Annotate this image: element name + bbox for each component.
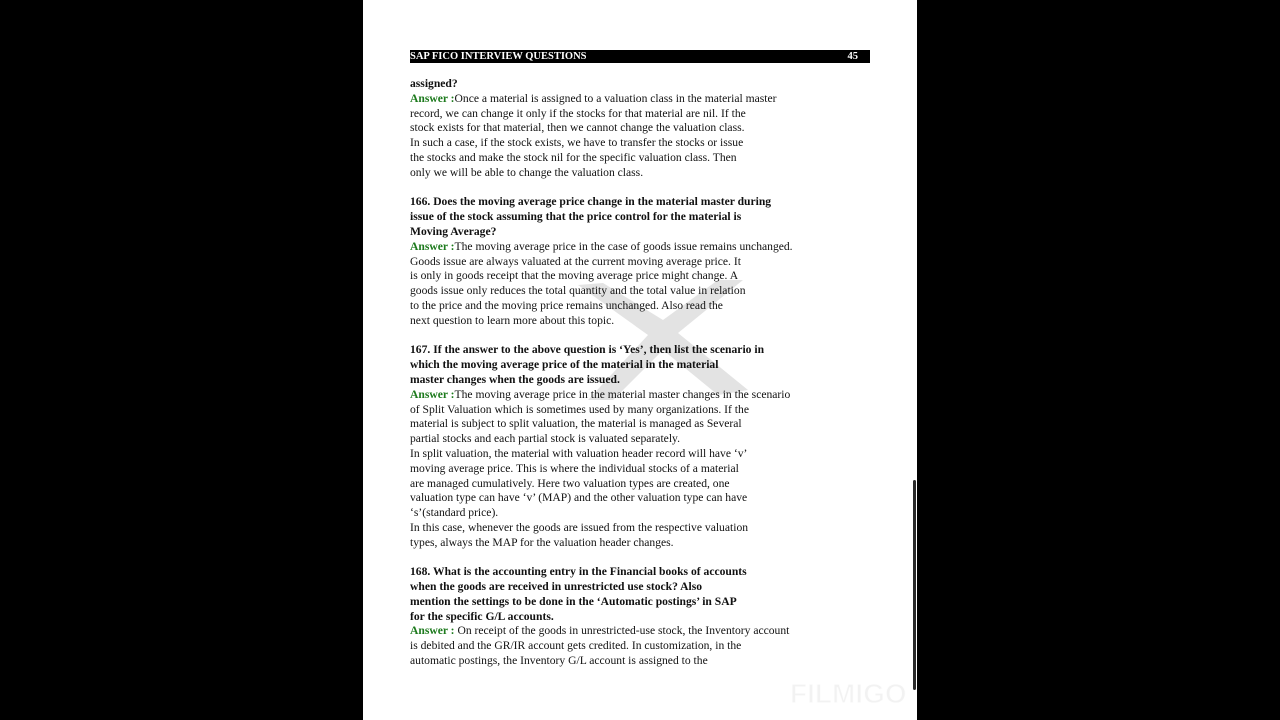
qa-block-168	[410, 565, 850, 669]
answer-line: is debited and the GR/IR account gets credited. In customization, in the	[410, 639, 742, 653]
question-line: 166. Does the moving average price change in the material master during	[410, 195, 772, 209]
answer-line: automatic postings, the Inventory G/L account is assigned to the	[410, 654, 708, 668]
question-line: mention the settings to be done in the ‘Automatic postings’ in SAP	[410, 594, 737, 608]
answer-line: In split valuation, the material with valuation header record will have ‘v’	[410, 446, 748, 460]
answer-line: In this case, whenever the goods are issued from the respective valuation	[410, 520, 749, 534]
qa-block-165	[410, 77, 850, 181]
answer-line: Answer :The moving average price in the case of goods issue remains unchanged.	[410, 239, 793, 253]
qa-block-166	[410, 195, 850, 328]
answer-line: stock exists for that material, then we cannot change the valuation class.	[410, 121, 745, 135]
answer-line: the stocks and make the stock nil for the specific valuation class. Then	[410, 150, 737, 164]
qa-block-167	[410, 343, 850, 550]
scrollbar[interactable]	[913, 480, 916, 690]
answer-label: Answer :	[410, 387, 455, 401]
answer-line: In such a case, if the stock exists, we have to transfer the stocks or issue	[410, 136, 744, 150]
answer-label: Answer :	[410, 91, 455, 105]
answer-line: material is subject to split valuation, the material is managed as Several	[410, 417, 742, 431]
answer-line: partial stocks and each partial stock is valuated separately.	[410, 432, 680, 446]
answer-line: next question to learn more about this topic.	[410, 313, 615, 327]
answer-line: goods issue only reduces the total quantity and the total value in relation	[410, 284, 746, 298]
question-line: which the moving average price of the material in the material	[410, 358, 719, 372]
page-header	[410, 50, 870, 63]
page-number: 45	[847, 51, 858, 62]
answer-line: moving average price. This is where the individual stocks of a material	[410, 461, 739, 475]
answer-line: Answer :The moving average price in the material master changes in the scenario	[410, 387, 791, 401]
answer-line: are managed cumulatively. Here two valuation types are created, one	[410, 476, 730, 490]
answer-line: Goods issue are always valuated at the current moving average price. It	[410, 254, 741, 268]
question-line: for the specific G/L accounts.	[410, 609, 554, 623]
page-content	[410, 77, 850, 684]
answer-line: Answer : On receipt of the goods in unrestricted-use stock, the Inventory account	[410, 624, 790, 638]
answer-line: only we will be able to change the valuation class.	[410, 165, 644, 179]
answer-line: is only in goods receipt that the moving average price might change. A	[410, 269, 739, 283]
question-line: issue of the stock assuming that the price control for the material is	[410, 210, 742, 224]
answer-line: valuation type can have ‘v’ (MAP) and the other valuation type can have	[410, 491, 748, 505]
answer-label: Answer :	[410, 624, 455, 638]
answer-label: Answer :	[410, 239, 455, 253]
document-page	[363, 0, 917, 720]
header-title: SAP FICO INTERVIEW QUESTIONS	[410, 51, 587, 62]
answer-line: of Split Valuation which is sometimes used by many organizations. If the	[410, 402, 749, 416]
question-line: 168. What is the accounting entry in the Financial books of accounts	[410, 565, 747, 579]
question-line: when the goods are received in unrestricted use stock? Also	[410, 580, 703, 594]
answer-line: Answer :Once a material is assigned to a valuation class in the material master	[410, 91, 777, 105]
answer-line: record, we can change it only if the stocks for that material are nil. If the	[410, 106, 746, 120]
answer-line: to the price and the moving price remains unchanged. Also read the	[410, 298, 723, 312]
answer-line: ‘s’(standard price).	[410, 506, 499, 520]
filmigo-watermark: FILMIGO	[790, 678, 907, 709]
question-line: 167. If the answer to the above question is ‘Yes’, then list the scenario in	[410, 343, 765, 357]
question-line: assigned?	[410, 77, 458, 90]
answer-line: types, always the MAP for the valuation header changes.	[410, 535, 674, 549]
question-line: Moving Average?	[410, 224, 497, 238]
question-line: master changes when the goods are issued.	[410, 372, 620, 386]
